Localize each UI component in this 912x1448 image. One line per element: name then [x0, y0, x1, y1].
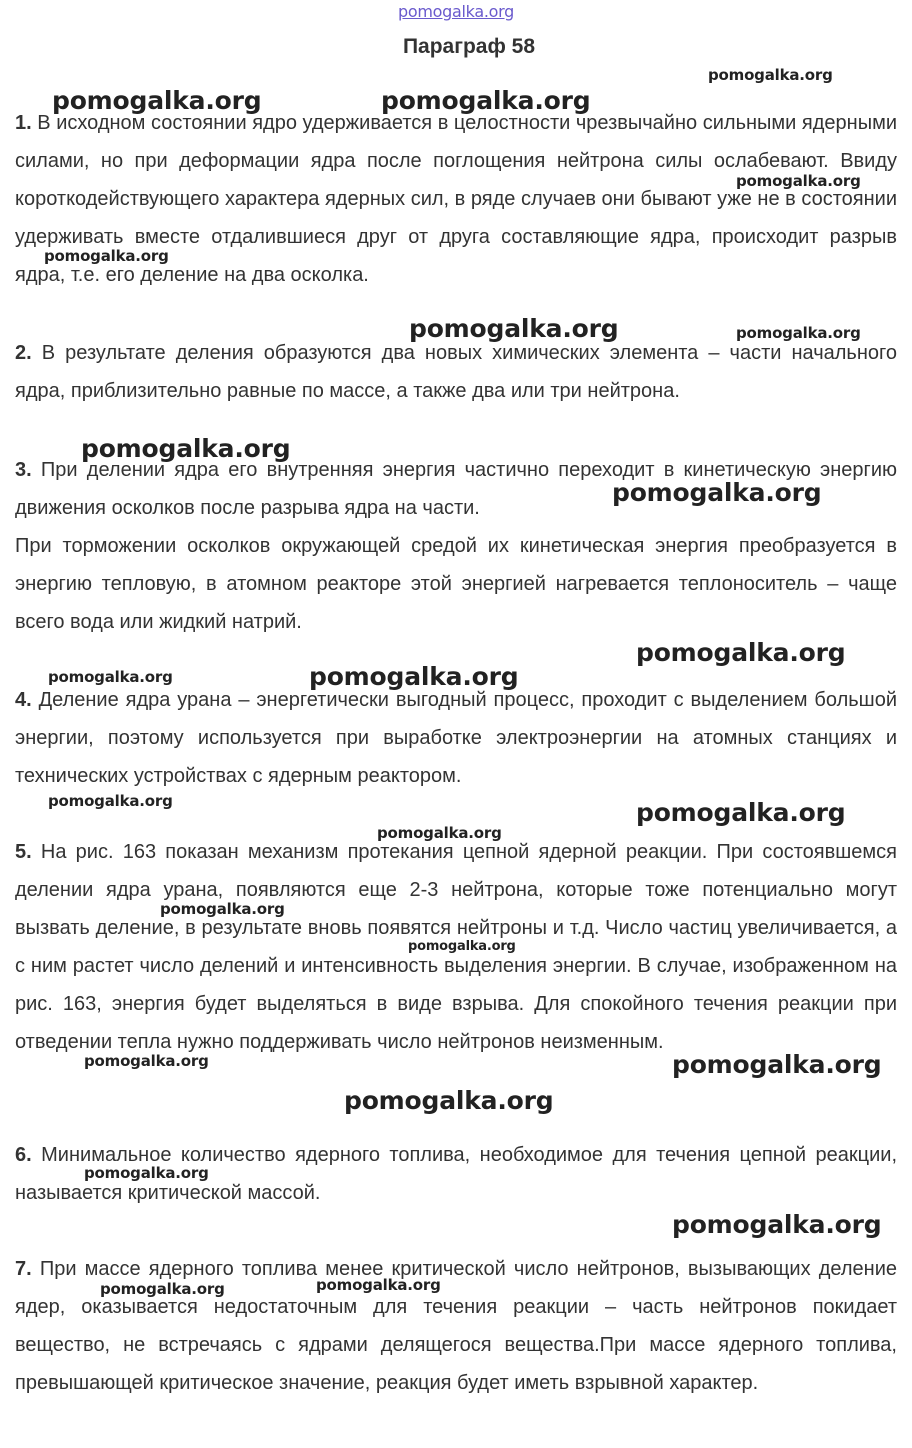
- watermark: pomogalka.org: [81, 434, 291, 463]
- watermark: pomogalka.org: [377, 824, 502, 842]
- paragraph-1: [15, 104, 897, 294]
- paragraph-number: 1.: [15, 112, 32, 134]
- paragraph-text: Деление ядра урана – энергетически выгодный процесс, проходит с выделением большой энергии, поэтому используется при выработке электроэнергии на атомных станциях и технических устройствах с ядерным реактором.: [15, 689, 897, 787]
- watermark: pomogalka.org: [316, 1276, 441, 1294]
- paragraph-4: [15, 681, 897, 795]
- watermark: pomogalka.org: [309, 662, 519, 691]
- paragraph-text: В исходном состоянии ядро удерживается в целостности чрезвычайно сильными ядерными силами, но при деформации ядра после поглощения нейтрона силы ослабевают. Ввиду короткодействующего характера ядерных сил, в ряде случаев они бывают уже не в состоянии удерживать вместе отдалившиеся друг от друга составляющие ядра, происходит разрыв ядра, т.е. его деление на два осколка.: [15, 112, 898, 286]
- paragraph-text: Минимальное количество ядерного топлива, необходимое для течения цепной реакции, называется критической массой.: [15, 1144, 897, 1204]
- watermark: pomogalka.org: [84, 1052, 209, 1070]
- watermark: pomogalka.org: [636, 798, 846, 827]
- watermark: pomogalka.org: [409, 314, 619, 343]
- watermark: pomogalka.org: [48, 792, 173, 810]
- watermark: pomogalka.org: [160, 900, 285, 918]
- watermark: pomogalka.org: [48, 668, 173, 686]
- paragraph-text: На рис. 163 показан механизм протекания цепной ядерной реакции. При состоявшемся делении ядра урана, появляются еще 2-3 нейтрона, которые тоже потенциально могут вызвать деление, в результате вновь появятся нейтроны и т.д. Число частиц увеличивается, а с ним растет число делений и интенсивность выделения энергии. В случае, изображенном на рис. 163, энергия будет выделяться в виде взрыва. Для спокойного течения реакции при отведении тепла нужно поддерживать число нейтронов неизменным.: [15, 841, 898, 1053]
- watermark: pomogalka.org: [736, 324, 861, 342]
- paragraph-text: В результате деления образуются два новых химических элемента – части начального ядра, приблизительно равные по массе, а также два или три нейтрона.: [15, 342, 897, 402]
- watermark: pomogalka.org: [408, 939, 516, 954]
- watermark: pomogalka.org: [672, 1050, 882, 1079]
- watermark: pomogalka.org: [636, 638, 846, 667]
- paragraph-2: [15, 334, 897, 410]
- watermark: pomogalka.org: [52, 86, 262, 115]
- site-link[interactable]: pomogalka.org: [398, 2, 514, 21]
- paragraph-7: [15, 1250, 897, 1402]
- paragraph-3-continued: [15, 527, 897, 641]
- paragraph-number: 2.: [15, 342, 32, 364]
- paragraph-text: При делении ядра его внутренняя энергия частично переходит в кинетическую энергию движения осколков после разрыва ядра на части.: [15, 459, 898, 519]
- watermark: pomogalka.org: [381, 86, 591, 115]
- watermark: pomogalka.org: [44, 247, 169, 265]
- paragraph-number: 4.: [15, 689, 32, 711]
- watermark: pomogalka.org: [736, 172, 861, 190]
- paragraph-number: 6.: [15, 1144, 32, 1166]
- watermark: pomogalka.org: [612, 478, 822, 507]
- paragraph-number: 5.: [15, 841, 32, 863]
- watermark: pomogalka.org: [84, 1164, 209, 1182]
- paragraph-number: 3.: [15, 459, 32, 481]
- watermark: pomogalka.org: [100, 1280, 225, 1298]
- paragraph-text: При массе ядерного топлива менее критической число нейтронов, вызывающих деление ядер, оказывается недостаточным для течения реакции – часть нейтронов покидает вещество, не встречаясь с ядрами делящегося вещества.При массе ядерного топлива, превышающей критическое значение, реакция будет иметь взрывной характер.: [15, 1258, 897, 1394]
- watermark: pomogalka.org: [344, 1086, 554, 1115]
- watermark: pomogalka.org: [672, 1210, 882, 1239]
- paragraph-number: 7.: [15, 1258, 32, 1280]
- paragraph-text: При торможении осколков окружающей средой их кинетическая энергия преобразуется в энергию тепловую, в атомном реакторе этой энергией нагревается теплоноситель – чаще всего вода или жидкий натрий.: [15, 535, 897, 633]
- watermark: pomogalka.org: [708, 66, 833, 84]
- page-title: Параграф 58: [402, 35, 536, 58]
